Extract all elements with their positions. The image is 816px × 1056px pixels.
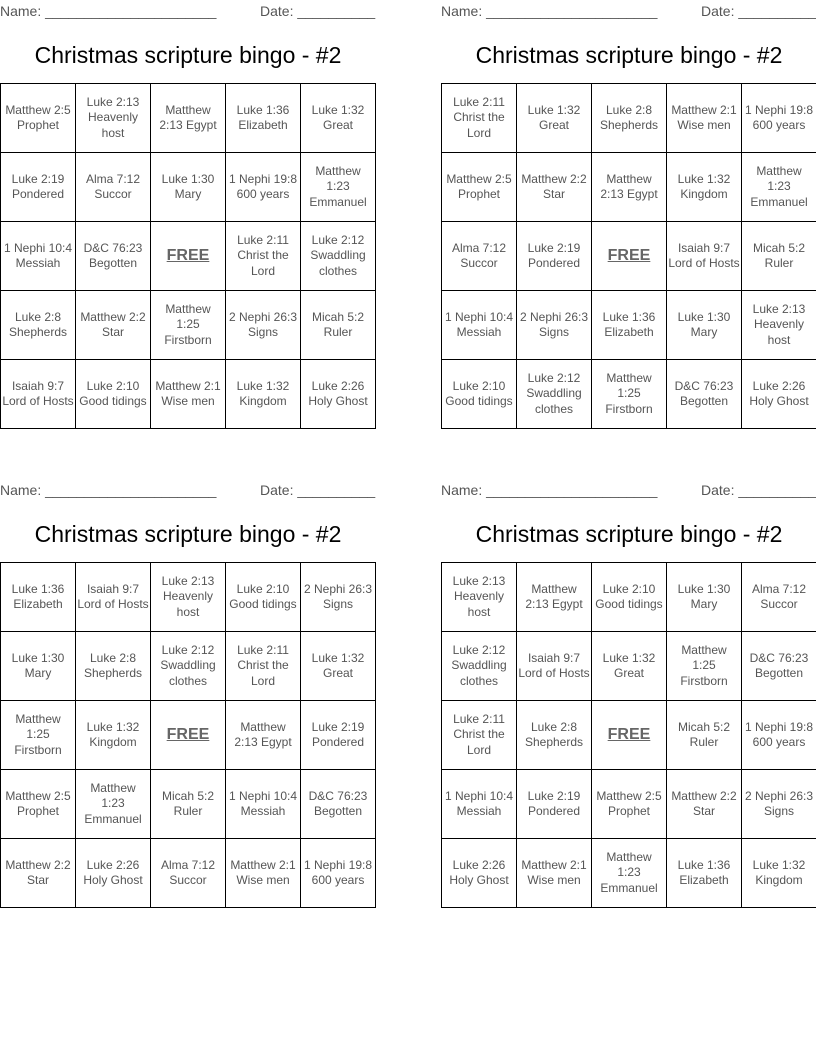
bingo-cell: Alma 7:12 Succor xyxy=(442,222,517,291)
bingo-cell: Micah 5:2 Ruler xyxy=(667,701,742,770)
bingo-cell: Matthew 2:1 Wise men xyxy=(151,360,226,429)
grid-row xyxy=(442,839,816,908)
bingo-cell: Matthew 1:23 Emmanuel xyxy=(592,839,667,908)
grid-row xyxy=(442,222,816,291)
bingo-cell: Matthew 1:25 Firstborn xyxy=(1,701,76,770)
bingo-cell: D&C 76:23 Begotten xyxy=(742,632,816,701)
bingo-cell: 1 Nephi 19:8 600 years xyxy=(742,84,816,153)
bingo-cell: Luke 1:32 Kingdom xyxy=(226,360,301,429)
grid-row xyxy=(1,291,376,360)
bingo-cell: Luke 2:11 Christ the Lord xyxy=(442,84,517,153)
grid-row xyxy=(442,153,816,222)
bingo-cell: Isaiah 9:7 Lord of Hosts xyxy=(667,222,742,291)
bingo-cell: Matthew 2:5 Prophet xyxy=(442,153,517,222)
date-label: Date: __________ xyxy=(701,482,816,498)
bingo-cell: 1 Nephi 19:8 600 years xyxy=(226,153,301,222)
bingo-card-4 xyxy=(441,479,816,895)
bingo-cell: Matthew 2:13 Egypt xyxy=(226,701,301,770)
free-cell: FREE xyxy=(151,701,226,770)
bingo-cell: Matthew 2:13 Egypt xyxy=(592,153,667,222)
bingo-cell: Matthew 2:1 Wise men xyxy=(226,839,301,908)
bingo-cell: Matthew 2:2 Star xyxy=(667,770,742,839)
bingo-cell: Luke 2:8 Shepherds xyxy=(76,632,151,701)
bingo-cell: Luke 1:32 Great xyxy=(592,632,667,701)
bingo-cell: Luke 2:26 Holy Ghost xyxy=(76,839,151,908)
name-date-row xyxy=(441,479,816,501)
bingo-card-3 xyxy=(0,479,376,887)
bingo-cell: Luke 2:10 Good tidings xyxy=(76,360,151,429)
bingo-cell: Isaiah 9:7 Lord of Hosts xyxy=(76,563,151,632)
bingo-cell: Matthew 1:25 Firstborn xyxy=(667,632,742,701)
bingo-cell: D&C 76:23 Begotten xyxy=(301,770,376,839)
name-date-row xyxy=(0,0,376,22)
bingo-cell: Luke 1:30 Mary xyxy=(1,632,76,701)
bingo-cell: 1 Nephi 10:4 Messiah xyxy=(442,770,517,839)
bingo-cell: 1 Nephi 19:8 600 years xyxy=(301,839,376,908)
bingo-cell: Luke 1:36 Elizabeth xyxy=(592,291,667,360)
bingo-cell: Luke 2:11 Christ the Lord xyxy=(442,701,517,770)
grid-row xyxy=(442,563,816,632)
card-title: Christmas scripture bingo - #2 xyxy=(475,42,783,68)
bingo-cell: D&C 76:23 Begotten xyxy=(667,360,742,429)
grid-row xyxy=(1,770,376,839)
date-label: Date: __________ xyxy=(260,482,376,498)
bingo-cell: Luke 1:30 Mary xyxy=(667,291,742,360)
bingo-cell: Luke 2:13 Heavenly host xyxy=(151,563,226,632)
bingo-cell: Luke 1:32 Great xyxy=(301,84,376,153)
bingo-cell: Luke 2:11 Christ the Lord xyxy=(226,632,301,701)
grid-row xyxy=(442,770,816,839)
grid-row xyxy=(442,84,816,153)
bingo-cell: 1 Nephi 10:4 Messiah xyxy=(442,291,517,360)
date-label: Date: __________ xyxy=(701,3,816,19)
bingo-cell: Luke 1:32 Kingdom xyxy=(667,153,742,222)
bingo-cell: Luke 1:36 Elizabeth xyxy=(226,84,301,153)
bingo-cell: Luke 1:32 Kingdom xyxy=(76,701,151,770)
bingo-grid xyxy=(441,83,816,429)
bingo-grid xyxy=(0,83,376,429)
bingo-cell: Luke 2:19 Pondered xyxy=(517,222,592,291)
bingo-cell: Matthew 2:2 Star xyxy=(1,839,76,908)
bingo-cell: Luke 2:12 Swaddling clothes xyxy=(151,632,226,701)
bingo-cell: Luke 2:26 Holy Ghost xyxy=(301,360,376,429)
grid-row xyxy=(442,632,816,701)
grid-row xyxy=(1,360,376,429)
grid-row xyxy=(1,563,376,632)
free-cell: FREE xyxy=(592,701,667,770)
free-cell: FREE xyxy=(592,222,667,291)
name-date-row xyxy=(0,479,376,501)
bingo-cell: 2 Nephi 26:3 Signs xyxy=(301,563,376,632)
grid-row xyxy=(1,222,376,291)
bingo-cell: Luke 1:36 Elizabeth xyxy=(1,563,76,632)
card-title: Christmas scripture bingo - #2 xyxy=(34,42,342,68)
name-label: Name: ______________________ xyxy=(0,3,217,19)
bingo-cell: Luke 2:10 Good tidings xyxy=(226,563,301,632)
bingo-cell: Luke 2:8 Shepherds xyxy=(517,701,592,770)
bingo-cell: Luke 2:26 Holy Ghost xyxy=(442,839,517,908)
bingo-cell: Luke 2:13 Heavenly host xyxy=(442,563,517,632)
bingo-card-1 xyxy=(0,0,376,408)
name-label: Name: ______________________ xyxy=(0,482,217,498)
bingo-cell: 1 Nephi 10:4 Messiah xyxy=(1,222,76,291)
bingo-cell: Luke 2:8 Shepherds xyxy=(592,84,667,153)
grid-row xyxy=(1,84,376,153)
bingo-cell: Matthew 2:1 Wise men xyxy=(667,84,742,153)
name-label: Name: ______________________ xyxy=(441,482,658,498)
bingo-cell: Luke 2:19 Pondered xyxy=(517,770,592,839)
bingo-cell: Matthew 2:2 Star xyxy=(76,291,151,360)
bingo-cell: Isaiah 9:7 Lord of Hosts xyxy=(517,632,592,701)
bingo-cell: 2 Nephi 26:3 Signs xyxy=(517,291,592,360)
bingo-cell: Matthew 1:23 Emmanuel xyxy=(742,153,816,222)
bingo-cell: Luke 2:13 Heavenly host xyxy=(742,291,816,360)
bingo-cell: Luke 2:19 Pondered xyxy=(301,701,376,770)
bingo-cell: Matthew 1:25 Firstborn xyxy=(592,360,667,429)
bingo-cell: Luke 2:12 Swaddling clothes xyxy=(442,632,517,701)
bingo-cell: Luke 1:32 Great xyxy=(301,632,376,701)
bingo-cell: Matthew 1:25 Firstborn xyxy=(151,291,226,360)
bingo-cell: Matthew 2:5 Prophet xyxy=(592,770,667,839)
bingo-cell: Luke 1:32 Great xyxy=(517,84,592,153)
bingo-cell: Alma 7:12 Succor xyxy=(151,839,226,908)
bingo-cell: Matthew 2:13 Egypt xyxy=(517,563,592,632)
bingo-cell: Luke 2:13 Heavenly host xyxy=(76,84,151,153)
bingo-cell: 2 Nephi 26:3 Signs xyxy=(742,770,816,839)
bingo-cell: Luke 2:8 Shepherds xyxy=(1,291,76,360)
bingo-cell: Luke 1:32 Kingdom xyxy=(742,839,816,908)
bingo-cell: 1 Nephi 10:4 Messiah xyxy=(226,770,301,839)
bingo-cell: Luke 1:36 Elizabeth xyxy=(667,839,742,908)
card-title: Christmas scripture bingo - #2 xyxy=(475,521,783,547)
bingo-cell: Luke 2:26 Holy Ghost xyxy=(742,360,816,429)
bingo-cell: Luke 1:30 Mary xyxy=(151,153,226,222)
bingo-cell: Matthew 2:5 Prophet xyxy=(1,770,76,839)
bingo-cell: Luke 1:30 Mary xyxy=(667,563,742,632)
bingo-cell: Matthew 2:1 Wise men xyxy=(517,839,592,908)
grid-row xyxy=(1,153,376,222)
bingo-cell: 1 Nephi 19:8 600 years xyxy=(742,701,816,770)
date-label: Date: __________ xyxy=(260,3,376,19)
bingo-cell: Alma 7:12 Succor xyxy=(76,153,151,222)
bingo-cell: Luke 2:10 Good tidings xyxy=(592,563,667,632)
bingo-cell: Luke 2:12 Swaddling clothes xyxy=(517,360,592,429)
grid-row xyxy=(1,632,376,701)
bingo-cell: 2 Nephi 26:3 Signs xyxy=(226,291,301,360)
bingo-cell: Luke 2:11 Christ the Lord xyxy=(226,222,301,291)
bingo-cell: Luke 2:19 Pondered xyxy=(1,153,76,222)
bingo-cell: Luke 2:12 Swaddling clothes xyxy=(301,222,376,291)
card-title: Christmas scripture bingo - #2 xyxy=(34,521,342,547)
bingo-grid xyxy=(0,562,376,908)
name-date-row xyxy=(441,0,816,22)
bingo-cell: Micah 5:2 Ruler xyxy=(151,770,226,839)
bingo-cell: Matthew 1:23 Emmanuel xyxy=(301,153,376,222)
bingo-cell: Matthew 2:5 Prophet xyxy=(1,84,76,153)
grid-row xyxy=(442,360,816,429)
bingo-cell: Micah 5:2 Ruler xyxy=(742,222,816,291)
grid-row xyxy=(442,701,816,770)
bingo-cell: Luke 2:10 Good tidings xyxy=(442,360,517,429)
bingo-card-2 xyxy=(441,0,816,416)
bingo-cell: Isaiah 9:7 Lord of Hosts xyxy=(1,360,76,429)
bingo-cell: D&C 76:23 Begotten xyxy=(76,222,151,291)
bingo-cell: Matthew 2:13 Egypt xyxy=(151,84,226,153)
bingo-cell: Alma 7:12 Succor xyxy=(742,563,816,632)
grid-row xyxy=(1,701,376,770)
grid-row xyxy=(442,291,816,360)
bingo-cell: Matthew 1:23 Emmanuel xyxy=(76,770,151,839)
bingo-cell: Matthew 2:2 Star xyxy=(517,153,592,222)
bingo-grid xyxy=(441,562,816,908)
free-cell: FREE xyxy=(151,222,226,291)
bingo-cell: Micah 5:2 Ruler xyxy=(301,291,376,360)
name-label: Name: ______________________ xyxy=(441,3,658,19)
grid-row xyxy=(1,839,376,908)
